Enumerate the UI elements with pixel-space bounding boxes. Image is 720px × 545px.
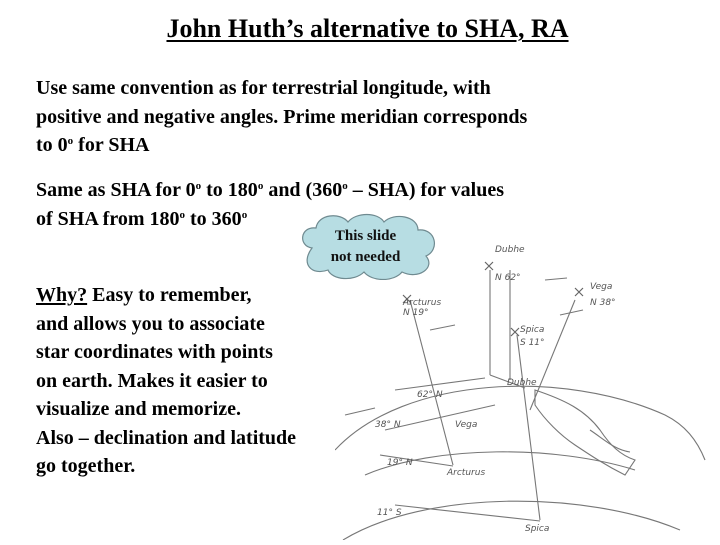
why-line-2: and allows you to associate xyxy=(36,312,265,335)
label-dubhe-dec: N 62° xyxy=(495,273,521,283)
why-line-3: star coordinates with points xyxy=(36,341,273,363)
globe-parallel xyxy=(343,501,680,540)
callout-cloud xyxy=(298,212,440,280)
convention-line-3-end: for SHA xyxy=(73,134,150,156)
label-arcturus-dec: N 19° xyxy=(403,308,429,318)
convention-line-1: Use same convention as for terrestrial longitude, with xyxy=(36,77,491,99)
label-vega: Vega xyxy=(590,282,613,292)
star-dubhe-icon xyxy=(485,262,493,270)
convention-line-3 xyxy=(36,131,676,160)
slide-title-text: John Huth’s alternative to SHA, RA xyxy=(166,14,569,43)
why-line-1 xyxy=(36,281,366,310)
arrow xyxy=(560,310,583,315)
label-lat-62: 62° N xyxy=(417,390,443,400)
why-text: Easy to remember, xyxy=(87,284,252,306)
degree-mark: o xyxy=(241,208,248,221)
mapping-text: to 360 xyxy=(185,207,242,230)
label-lat-19: 19° N xyxy=(387,458,413,468)
meridian-spica xyxy=(517,335,540,520)
degree-mark: o xyxy=(257,180,264,192)
arrow xyxy=(545,278,567,280)
degree-mark: o xyxy=(195,180,202,192)
mapping-text: – SHA) for values xyxy=(347,179,505,201)
mapping-text: and (360 xyxy=(263,179,343,201)
paragraph-why xyxy=(36,281,366,481)
callout-text xyxy=(298,226,433,268)
callout-line-2: not needed xyxy=(330,249,401,265)
label-arcturus-bot: Arcturus xyxy=(447,468,486,478)
label-spica: Spica xyxy=(520,325,545,335)
label-spica-bot: Spica xyxy=(525,524,550,534)
ray xyxy=(385,405,495,430)
star-spica-icon xyxy=(511,328,519,336)
slide-title xyxy=(0,14,720,44)
ray xyxy=(395,505,540,521)
label-lat-38: 38° N xyxy=(375,420,401,430)
meridian-vega xyxy=(530,300,575,410)
degree-mark: o xyxy=(179,208,186,221)
degree-mark: o xyxy=(342,180,348,192)
label-arcturus: Arcturus xyxy=(403,298,442,308)
mapping-text: Same as SHA for 0 xyxy=(36,179,196,201)
label-vega-dec: N 38° xyxy=(590,298,616,308)
why-line-4: on earth. Makes it easier to xyxy=(36,369,268,392)
mapping-text: to 180 xyxy=(201,179,258,201)
star-vega-icon xyxy=(575,288,583,296)
label-dubhe-mid: Dubhe xyxy=(507,378,537,388)
why-line-6: Also – declination and latitude xyxy=(36,426,297,449)
label-vega-mid: Vega xyxy=(455,420,478,430)
convention-line-2: positive and negative angles. Prime meridian corresponds xyxy=(36,105,528,128)
why-line-7: go together. xyxy=(36,455,136,477)
ray xyxy=(395,378,485,390)
paragraph-convention xyxy=(36,74,676,160)
star-map-drawing xyxy=(335,240,720,540)
arrow xyxy=(430,325,455,330)
degree-mark: o xyxy=(67,135,74,147)
label-dubhe: Dubhe xyxy=(495,245,525,255)
why-line-5: visualize and memorize. xyxy=(36,398,241,420)
callout-line-1: This slide xyxy=(334,228,397,244)
mapping-line-1 xyxy=(36,176,676,205)
star-map-sketch xyxy=(335,240,720,540)
sketch-lines xyxy=(335,270,705,540)
continent-outline xyxy=(535,390,635,475)
meridian-arcturus xyxy=(410,300,453,465)
coastline xyxy=(590,430,630,452)
label-lat-11: 11° S xyxy=(377,508,402,518)
why-label: Why? xyxy=(36,284,88,306)
label-spica-dec: S 11° xyxy=(520,338,545,348)
mapping-text: of SHA from 180 xyxy=(36,207,180,230)
convention-line-3-start: to 0 xyxy=(36,134,68,156)
